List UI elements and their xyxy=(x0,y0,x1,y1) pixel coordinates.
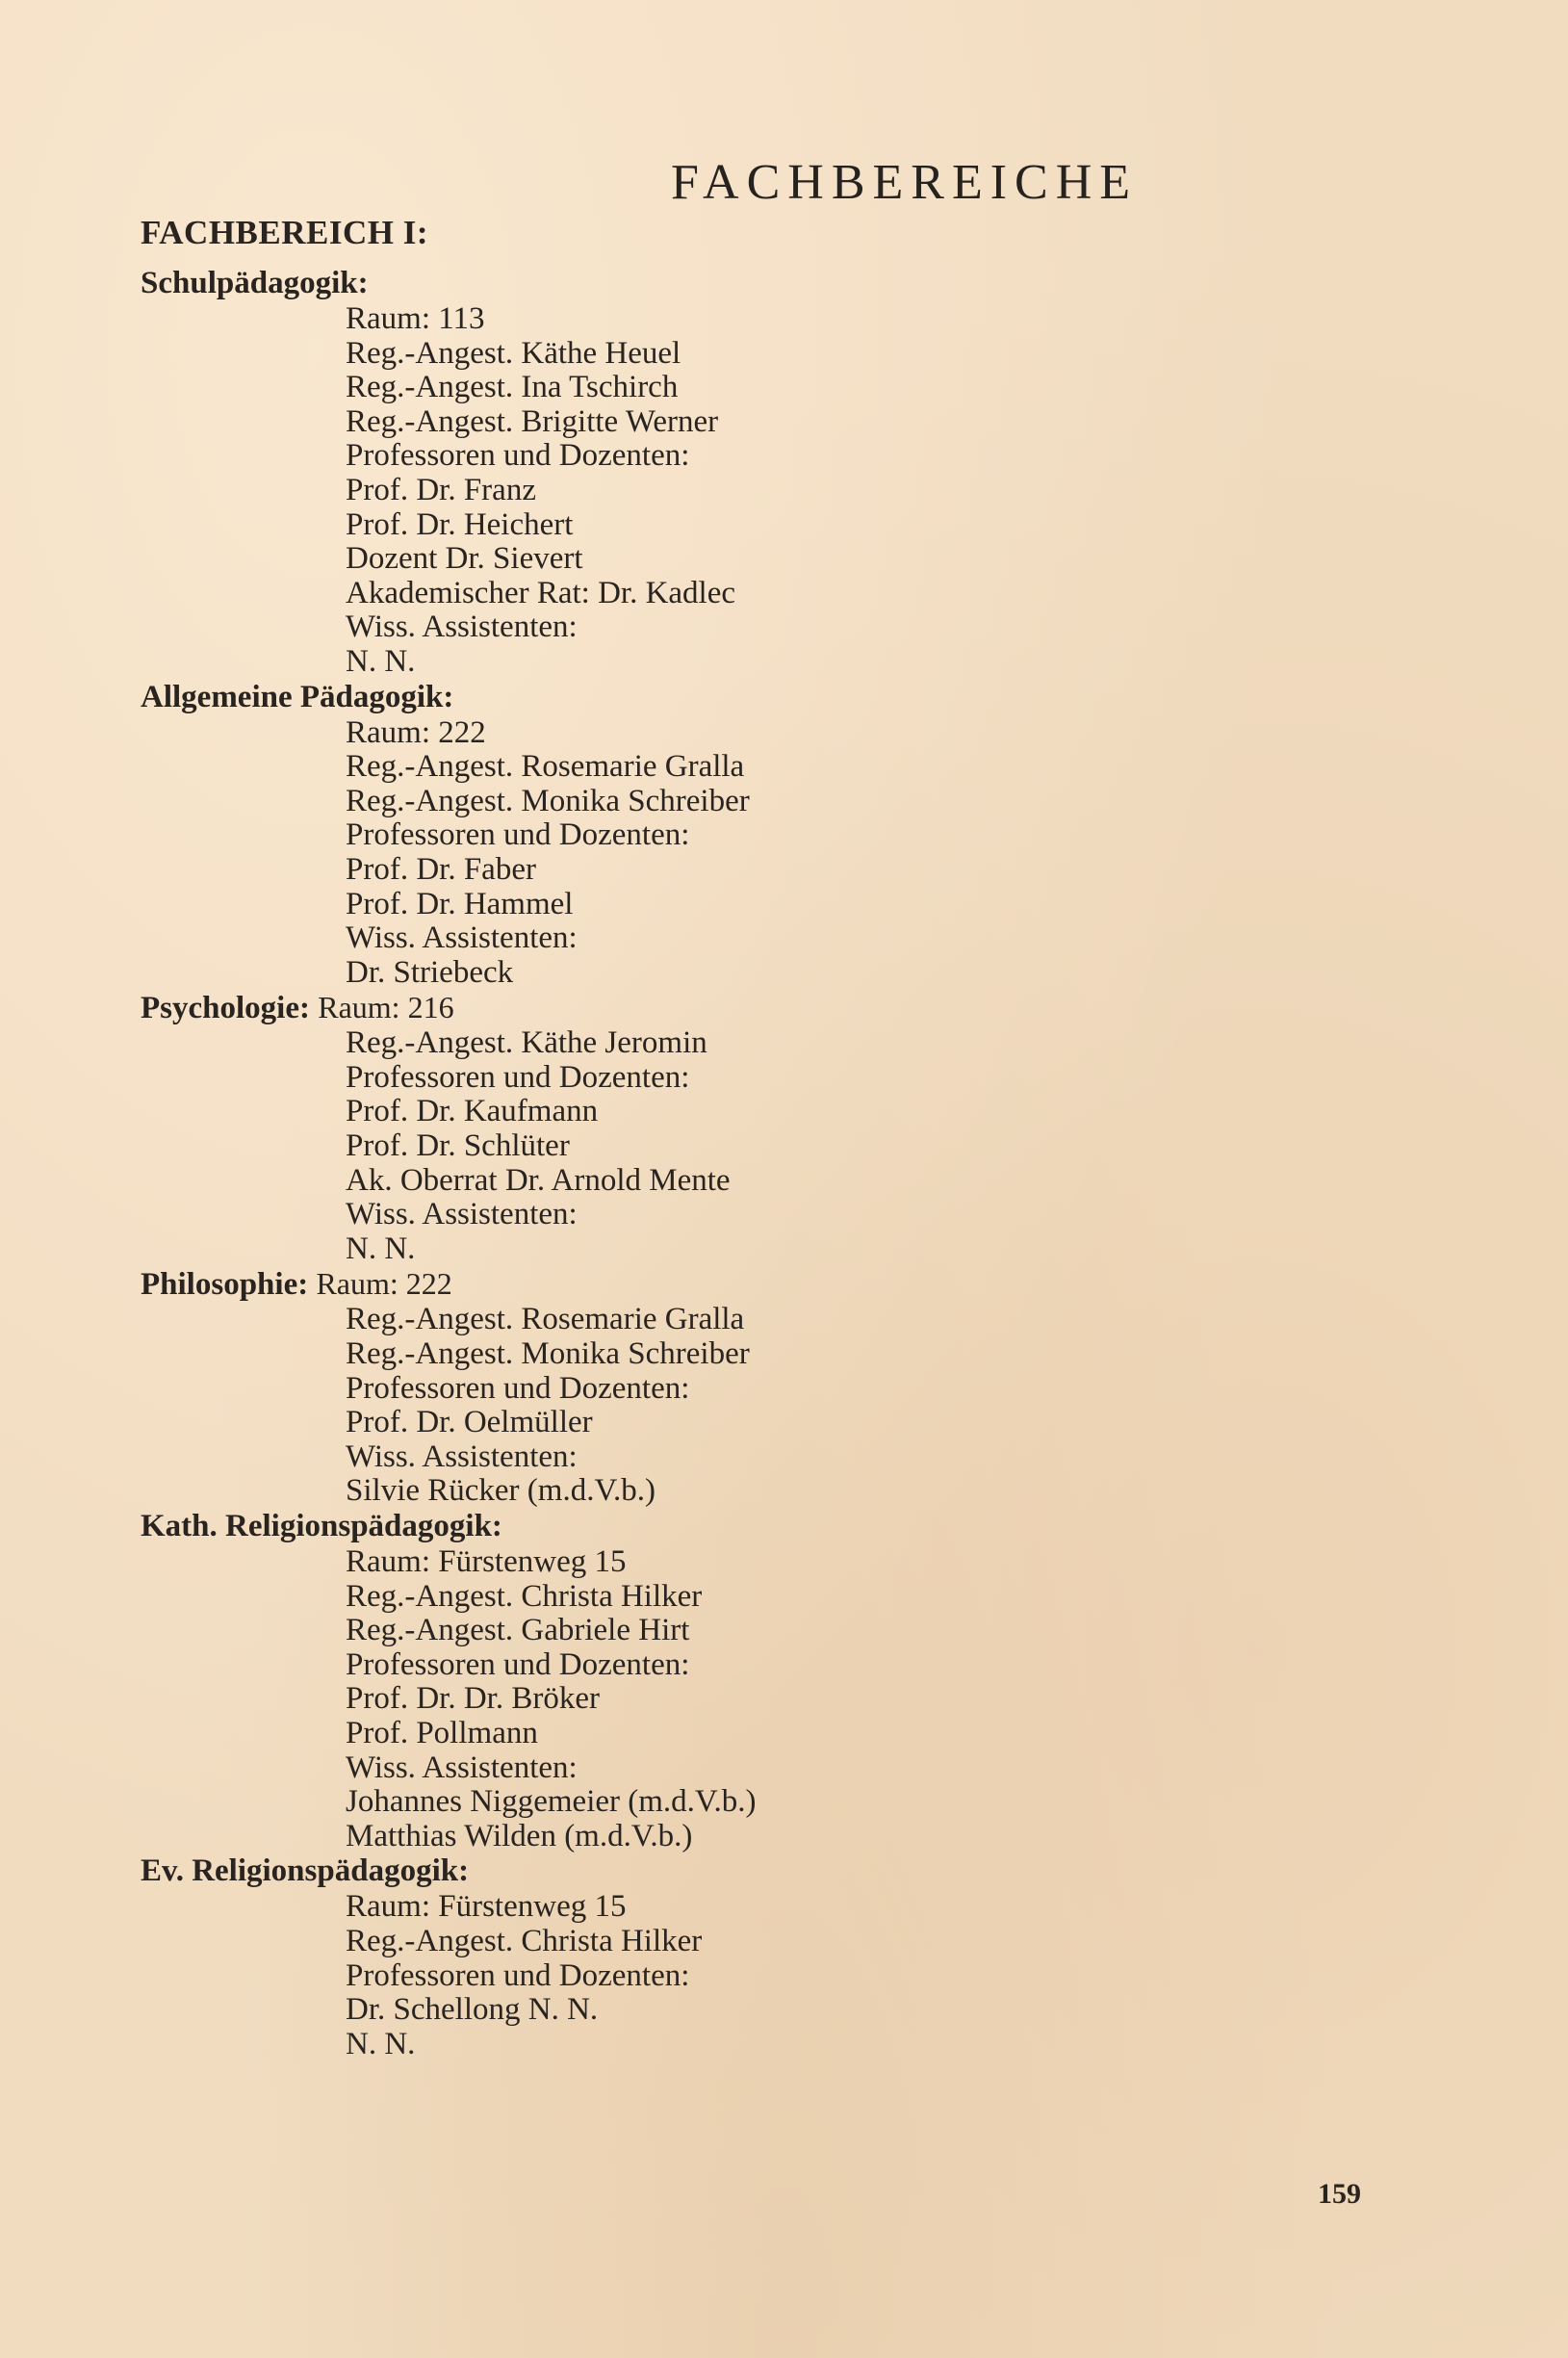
entry-line: Dr. Schellong N. N. xyxy=(346,1992,599,2028)
section-lines xyxy=(141,1545,1392,1853)
section-heading: Schulpädagogik: xyxy=(141,266,369,300)
entry-line: Reg.-Angest. Rosemarie Gralla xyxy=(346,749,745,785)
entry-line: Reg.-Angest. Rosemarie Gralla xyxy=(346,1302,745,1337)
section-heading-row xyxy=(141,266,1392,302)
entry-line: N. N. xyxy=(346,2026,416,2061)
entry-line: Raum: Fürstenweg 15 xyxy=(346,1544,627,1579)
section-room-inline: Raum: 222 xyxy=(316,1266,452,1302)
sections-list xyxy=(141,266,1392,2061)
section-heading-row xyxy=(141,1266,1392,1303)
entry-line: Ak. Oberrat Dr. Arnold Mente xyxy=(346,1162,731,1198)
entry-line: Wiss. Assistenten: xyxy=(346,1197,578,1232)
entry-line: Wiss. Assistenten: xyxy=(346,609,578,645)
page-title: FACHBEREICHE xyxy=(670,155,1139,210)
section xyxy=(141,1266,1392,1509)
entry-line: N. N. xyxy=(346,643,416,679)
entry-line: Reg.-Angest. Monika Schreiber xyxy=(346,783,750,818)
section xyxy=(141,1509,1392,1853)
entry-line: Dozent Dr. Sievert xyxy=(346,541,583,577)
entry-line: Wiss. Assistenten: xyxy=(346,1749,578,1785)
page-number: 159 xyxy=(1318,2178,1361,2210)
fachbereich-heading: FACHBEREICH I: xyxy=(141,214,429,251)
entry-line: Raum: 113 xyxy=(346,301,485,336)
section xyxy=(141,680,1392,991)
section xyxy=(141,990,1392,1266)
entry-line: Reg.-Angest. Monika Schreiber xyxy=(346,1336,750,1372)
entry-line: Akademischer Rat: Dr. Kadlec xyxy=(346,575,736,610)
section xyxy=(141,1853,1392,2061)
entry-line: Professoren und Dozenten: xyxy=(346,1957,690,1993)
entry-line: Prof. Dr. Faber xyxy=(346,851,536,887)
entry-line: Johannes Niggemeier (m.d.V.b.) xyxy=(346,1784,757,1820)
section-heading-row xyxy=(141,1509,1392,1545)
section-heading-row xyxy=(141,990,1392,1026)
entry-line: Professoren und Dozenten: xyxy=(346,1059,690,1095)
section-room-inline: Raum: 216 xyxy=(318,990,454,1025)
entry-line: Wiss. Assistenten: xyxy=(346,1438,578,1474)
entry-line: Reg.-Angest. Christa Hilker xyxy=(346,1578,703,1614)
section-heading: Ev. Religionspädagogik: xyxy=(141,1853,470,1889)
section-heading: Kath. Religionspädagogik: xyxy=(141,1509,502,1543)
entry-line: Professoren und Dozenten: xyxy=(346,1370,690,1406)
section-heading: Psychologie: xyxy=(141,991,310,1026)
section-heading-row xyxy=(141,1853,1392,1890)
entry-line: Prof. Dr. Schlüter xyxy=(346,1128,570,1164)
section-lines xyxy=(141,1890,1392,2061)
section-heading: Allgemeine Pädagogik: xyxy=(141,679,454,714)
entry-line: Reg.-Angest. Christa Hilker xyxy=(346,1923,703,1958)
entry-line: Raum: 222 xyxy=(346,714,486,750)
section xyxy=(141,266,1392,680)
entry-line: Professoren und Dozenten: xyxy=(346,1646,690,1682)
entry-line: N. N. xyxy=(346,1231,416,1266)
section-lines xyxy=(141,716,1392,991)
entry-line: Silvie Rücker (m.d.V.b.) xyxy=(346,1473,656,1509)
entry-line: Matthias Wilden (m.d.V.b.) xyxy=(346,1818,693,1853)
section-heading-row xyxy=(141,680,1392,716)
entry-line: Prof. Dr. Heichert xyxy=(346,506,574,542)
entry-line: Prof. Dr. Franz xyxy=(346,472,536,507)
entry-line: Professoren und Dozenten: xyxy=(346,817,690,853)
entry-line: Wiss. Assistenten: xyxy=(346,920,578,956)
entry-line: Reg.-Angest. Käthe Jeromin xyxy=(346,1025,707,1061)
entry-line: Prof. Pollmann xyxy=(346,1715,538,1750)
section-lines xyxy=(141,1303,1392,1509)
entry-line: Reg.-Angest. Ina Tschirch xyxy=(346,370,679,405)
entry-line: Professoren und Dozenten: xyxy=(346,438,690,474)
entry-line: Prof. Dr. Hammel xyxy=(346,886,574,921)
entry-line: Dr. Striebeck xyxy=(346,954,514,990)
entry-line: Prof. Dr. Oelmüller xyxy=(346,1405,593,1440)
section-lines xyxy=(141,1026,1392,1266)
entry-line: Prof. Dr. Dr. Bröker xyxy=(346,1681,600,1717)
entry-line: Raum: Fürstenweg 15 xyxy=(346,1889,627,1925)
entry-line: Prof. Dr. Kaufmann xyxy=(346,1094,599,1129)
section-heading: Philosophie: xyxy=(141,1267,309,1303)
entry-line: Reg.-Angest. Gabriele Hirt xyxy=(346,1613,690,1648)
entry-line: Reg.-Angest. Brigitte Werner xyxy=(346,403,719,439)
section-lines xyxy=(141,302,1392,680)
entry-line: Reg.-Angest. Käthe Heuel xyxy=(346,335,681,371)
